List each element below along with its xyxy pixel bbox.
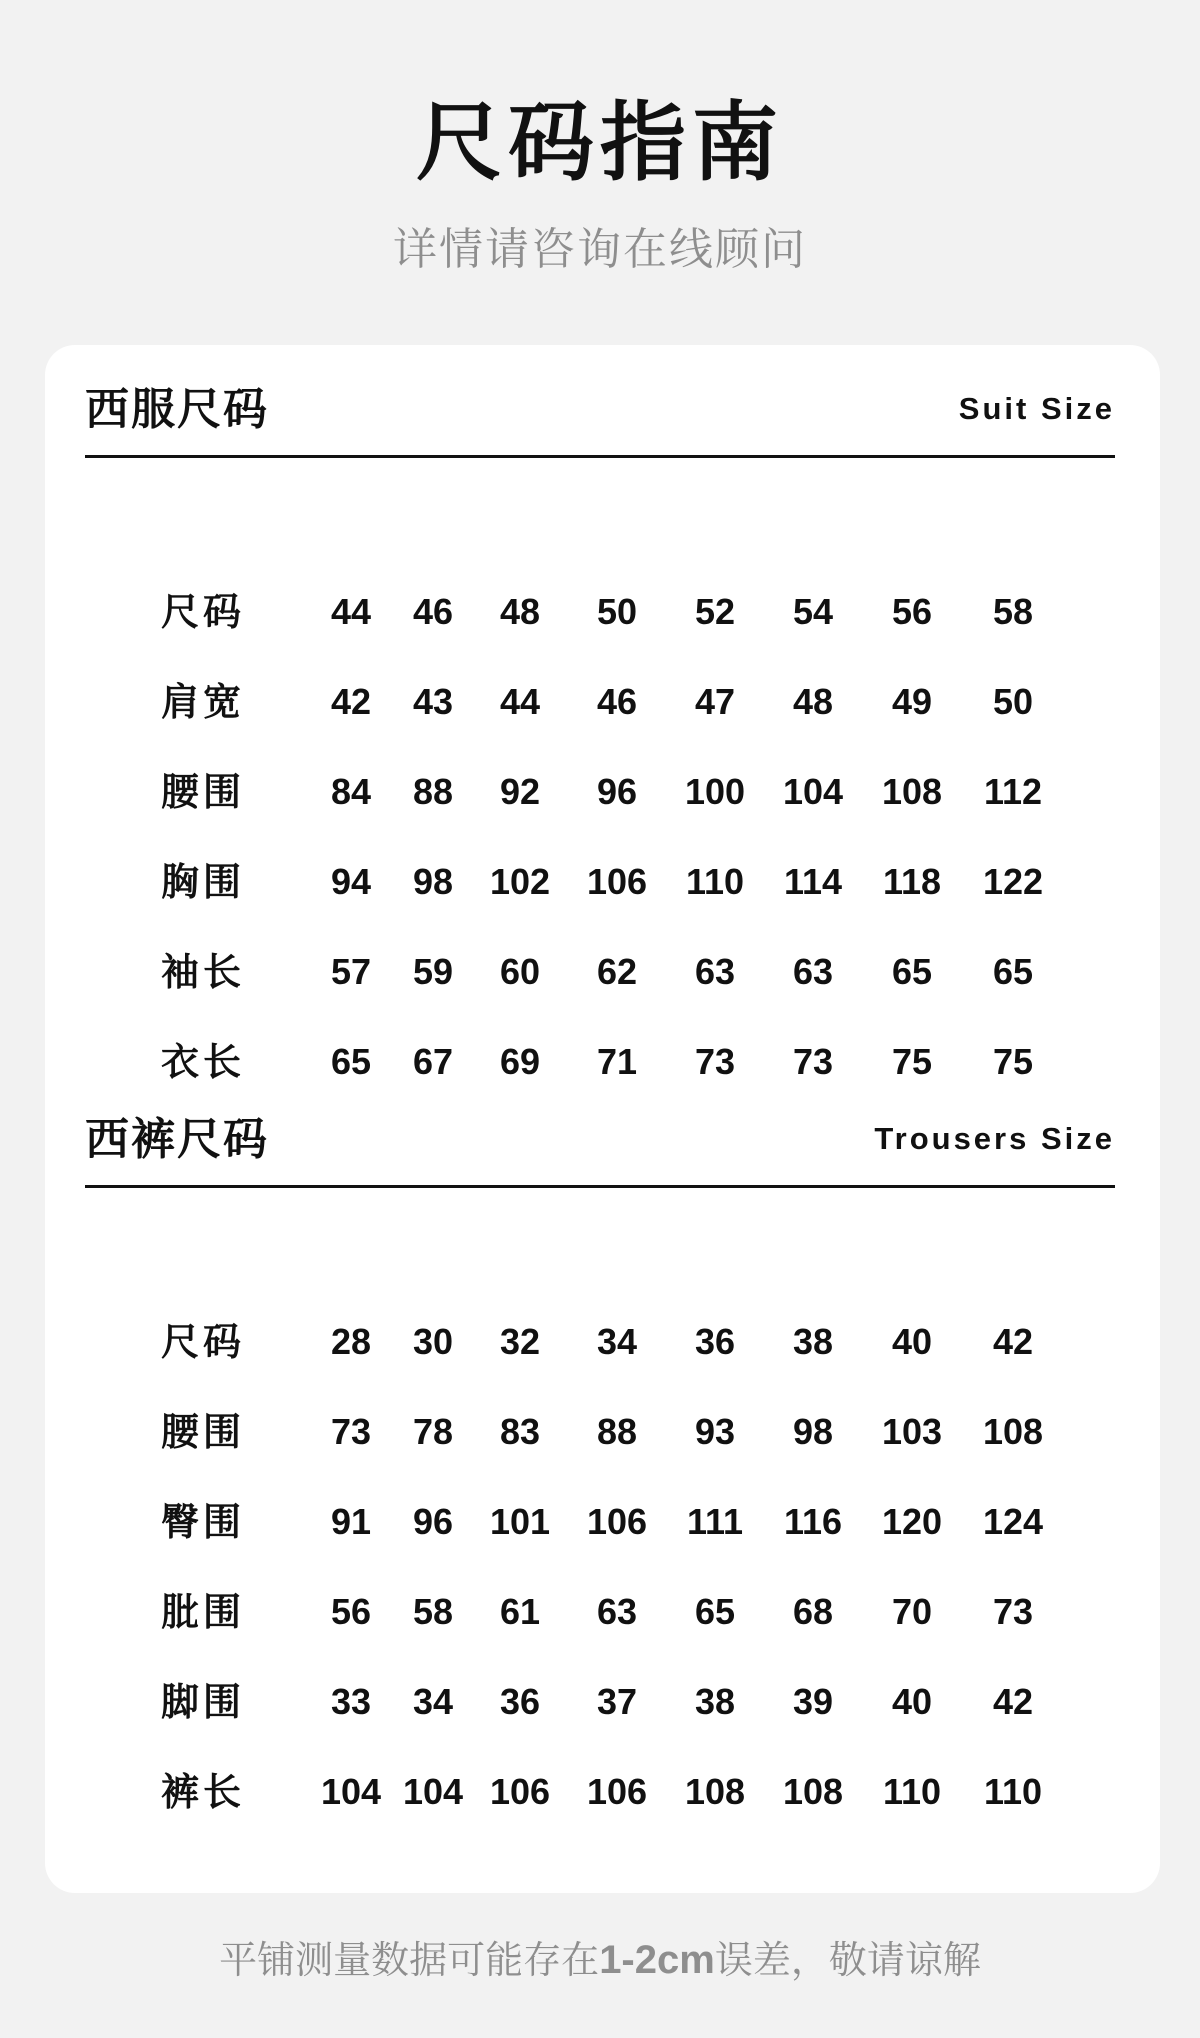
size-value: 38: [792, 1321, 834, 1362]
row-label: 胸围: [161, 860, 246, 904]
size-value: 102: [489, 861, 551, 902]
size-value: 114: [783, 861, 843, 902]
size-value: 98: [412, 861, 454, 902]
size-value: 106: [586, 1771, 648, 1812]
footer-note-start: 平铺测量数据可能存在: [219, 1938, 600, 1982]
size-value: 34: [596, 1321, 638, 1362]
size-value: 75: [891, 1041, 933, 1082]
size-value: 37: [596, 1681, 638, 1722]
size-value: 65: [330, 1041, 372, 1082]
size-value: 56: [330, 1591, 372, 1632]
footer-note-emphasis: 1-2cm: [599, 1938, 715, 1982]
size-value: 32: [499, 1321, 541, 1362]
size-value: 70: [891, 1591, 933, 1632]
size-value: 56: [891, 591, 933, 632]
size-row: [45, 1027, 1160, 1097]
size-value: 50: [992, 681, 1034, 722]
size-value: 30: [412, 1321, 454, 1362]
size-value: 73: [792, 1041, 834, 1082]
size-value: 44: [499, 681, 541, 722]
suit-section-title-en: Suit Size: [958, 391, 1115, 426]
size-value: 34: [412, 1681, 454, 1722]
size-value: 94: [330, 861, 372, 902]
size-value: 106: [489, 1771, 551, 1812]
row-label: 臀围: [161, 1500, 246, 1544]
size-value: 58: [992, 591, 1034, 632]
footer-note-end: 误差，敬请谅解: [714, 1938, 981, 1982]
size-value: 103: [881, 1411, 943, 1452]
size-value: 73: [694, 1041, 736, 1082]
size-row: [45, 1667, 1160, 1737]
size-value: 61: [499, 1591, 541, 1632]
size-row: [45, 1757, 1160, 1827]
row-label: 肶围: [161, 1590, 246, 1634]
size-value: 63: [694, 951, 736, 992]
size-row: [45, 1307, 1160, 1377]
size-value: 58: [412, 1591, 454, 1632]
size-value: 67: [412, 1041, 454, 1082]
size-value: 73: [992, 1591, 1034, 1632]
size-value: 106: [586, 1501, 648, 1542]
trousers-section-title-en: Trousers Size: [874, 1121, 1115, 1156]
size-value: 60: [499, 951, 541, 992]
size-value: 46: [412, 591, 454, 632]
row-label: 肩宽: [161, 680, 246, 724]
size-value: 110: [882, 1771, 942, 1812]
size-row: [45, 937, 1160, 1007]
size-value: 48: [792, 681, 834, 722]
size-value: 36: [499, 1681, 541, 1722]
size-value: 42: [992, 1321, 1034, 1362]
size-value: 50: [596, 591, 638, 632]
size-value: 116: [783, 1501, 843, 1542]
row-label: 腰围: [161, 770, 246, 814]
suit-section-header: [85, 385, 1115, 458]
footer-note: [0, 1932, 1200, 1988]
row-label: 袖长: [161, 950, 246, 994]
size-value: 69: [499, 1041, 541, 1082]
size-value: 92: [499, 771, 541, 812]
size-value: 96: [596, 771, 638, 812]
size-value: 104: [402, 1771, 464, 1812]
row-label: 尺码: [161, 1320, 246, 1364]
size-row: [45, 847, 1160, 917]
size-value: 104: [782, 771, 844, 812]
size-value: 52: [694, 591, 736, 632]
size-value: 110: [983, 1771, 1043, 1812]
size-value: 54: [792, 591, 834, 632]
suit-section-title: 西服尺码: [85, 384, 269, 435]
size-value: 28: [330, 1321, 372, 1362]
page-title: 尺码指南: [416, 93, 784, 193]
size-value: 110: [685, 861, 745, 902]
size-value: 65: [694, 1591, 736, 1632]
size-value: 36: [694, 1321, 736, 1362]
size-value: 65: [992, 951, 1034, 992]
size-value: 46: [596, 681, 638, 722]
size-value: 59: [412, 951, 454, 992]
size-value: 33: [330, 1681, 372, 1722]
row-label: 腰围: [161, 1410, 246, 1454]
size-value: 40: [891, 1681, 933, 1722]
size-value: 108: [881, 771, 943, 812]
size-row: [45, 757, 1160, 827]
size-value: 108: [684, 1771, 746, 1812]
size-value: 68: [792, 1591, 834, 1632]
trousers-section-header: [85, 1115, 1115, 1188]
size-value: 57: [330, 951, 372, 992]
size-value: 71: [596, 1041, 638, 1082]
size-guide-card: [45, 345, 1160, 1893]
size-value: 42: [992, 1681, 1034, 1722]
size-value: 88: [412, 771, 454, 812]
row-label: 脚围: [161, 1680, 246, 1724]
size-value: 78: [412, 1411, 454, 1452]
size-value: 75: [992, 1041, 1034, 1082]
size-value: 88: [596, 1411, 638, 1452]
size-value: 108: [982, 1411, 1044, 1452]
size-value: 73: [330, 1411, 372, 1452]
row-label: 尺码: [161, 590, 246, 634]
size-value: 40: [891, 1321, 933, 1362]
size-value: 106: [586, 861, 648, 902]
size-value: 63: [596, 1591, 638, 1632]
size-value: 101: [489, 1501, 551, 1542]
size-value: 39: [792, 1681, 834, 1722]
size-row: [45, 1397, 1160, 1467]
size-value: 122: [982, 861, 1044, 902]
trousers-section-title: 西裤尺码: [85, 1114, 269, 1165]
page-subtitle: 详情请咨询在线顾问: [393, 224, 807, 275]
size-row: [45, 577, 1160, 647]
size-value: 112: [983, 771, 1043, 812]
row-label: 衣长: [161, 1040, 246, 1084]
size-value: 62: [596, 951, 638, 992]
size-value: 98: [792, 1411, 834, 1452]
size-value: 83: [499, 1411, 541, 1452]
size-row: [45, 1577, 1160, 1647]
size-value: 108: [782, 1771, 844, 1812]
size-value: 65: [891, 951, 933, 992]
size-row: [45, 1487, 1160, 1557]
size-value: 120: [881, 1501, 943, 1542]
size-value: 49: [891, 681, 933, 722]
size-value: 44: [330, 591, 372, 632]
size-value: 48: [499, 591, 541, 632]
size-value: 124: [982, 1501, 1044, 1542]
row-label: 裤长: [161, 1770, 246, 1814]
size-value: 63: [792, 951, 834, 992]
size-value: 111: [686, 1501, 744, 1542]
size-value: 118: [882, 861, 942, 902]
size-value: 96: [412, 1501, 454, 1542]
size-row: [45, 667, 1160, 737]
size-value: 43: [412, 681, 454, 722]
size-value: 84: [330, 771, 372, 812]
size-value: 47: [694, 681, 736, 722]
size-value: 42: [330, 681, 372, 722]
size-value: 93: [694, 1411, 736, 1452]
size-value: 104: [320, 1771, 382, 1812]
size-value: 91: [330, 1501, 372, 1542]
size-value: 38: [694, 1681, 736, 1722]
size-value: 100: [684, 771, 746, 812]
